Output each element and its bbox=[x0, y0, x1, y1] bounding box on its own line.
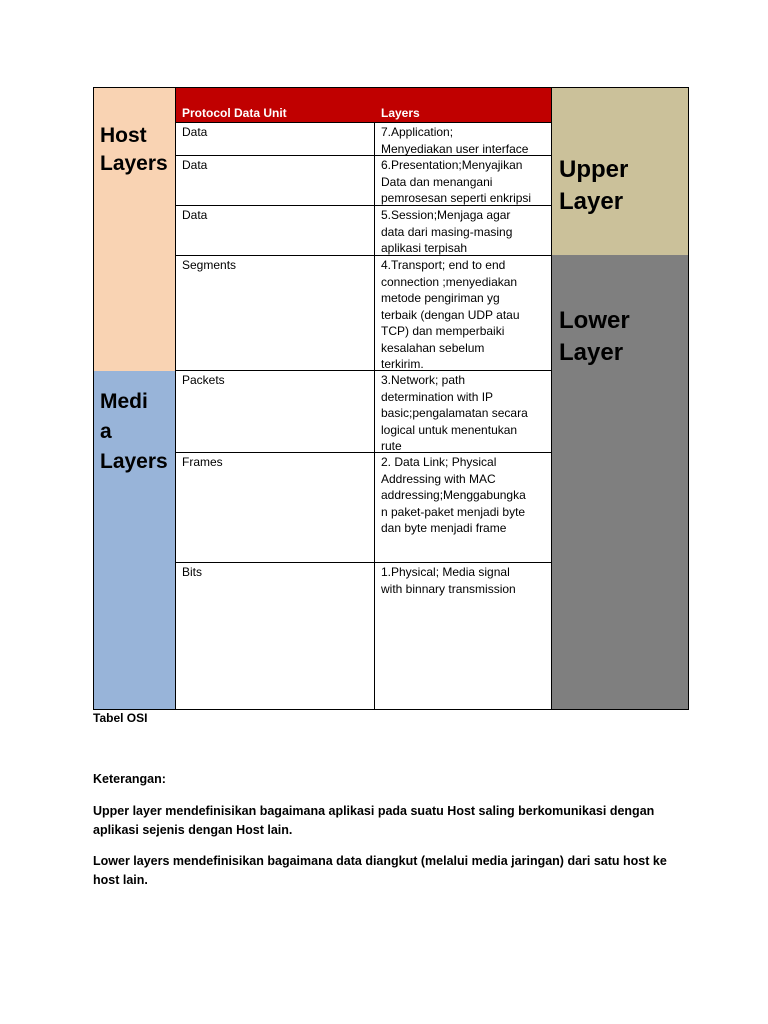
table-row bbox=[176, 371, 551, 453]
lower-layer-cell bbox=[551, 255, 688, 709]
table-header bbox=[176, 88, 551, 123]
pdu-cell: Data bbox=[176, 206, 375, 255]
upper-layer-note: Upper layer mendefinisikan bagaimana aplikasi pada suatu Host saling berkomunikasi dengan aplikasi sejenis dengan Host lain. bbox=[93, 804, 655, 837]
layer-cell: 3.Network; path determination with IP basic;pengalamatan secara logical untuk menentukan rute bbox=[381, 373, 528, 453]
layer-cell: 5.Session;Menjaga agar data dari masing-masing aplikasi terpisah bbox=[381, 208, 513, 255]
pdu-cell: Frames bbox=[176, 453, 375, 562]
header-layers: Layers bbox=[381, 106, 420, 120]
upper-layer-cell bbox=[551, 88, 688, 255]
notes-heading: Keterangan: bbox=[93, 772, 166, 786]
layer-cell: 2. Data Link; Physical Addressing with MAC addressing;Menggabungka n paket-paket menjadi byte dan byte menjadi frame bbox=[381, 455, 526, 535]
osi-grid bbox=[176, 88, 551, 709]
layer-cell: 4.Transport; end to end connection ;menyediakan metode pengiriman yg terbaik (dengan UDP atau TCP) dan memperbaiki kesalahan sebelum terkirim. bbox=[381, 258, 520, 371]
layer-cell: 6.Presentation;Menyajikan Data dan menangani pemrosesan seperti enkripsi bbox=[381, 158, 532, 205]
host-layers-cell bbox=[94, 88, 176, 371]
pdu-cell: Segments bbox=[176, 256, 375, 370]
header-pdu: Protocol Data Unit bbox=[182, 106, 287, 120]
upper-layer-label: Upper Layer bbox=[559, 156, 629, 215]
table-row bbox=[176, 123, 551, 156]
table-row bbox=[176, 563, 551, 709]
pdu-cell: Packets bbox=[176, 371, 375, 452]
host-layers-label: Host Layers bbox=[100, 124, 168, 175]
table-caption: Tabel OSI bbox=[93, 711, 148, 725]
pdu-cell: Data bbox=[176, 156, 375, 205]
layer-cell: 7.Application; Menyediakan user interface bbox=[381, 125, 529, 156]
lower-layer-label: Lower Layer bbox=[559, 307, 630, 366]
pdu-cell: Data bbox=[176, 123, 375, 155]
media-layers-label: Medi a Layers bbox=[100, 390, 168, 473]
pdu-cell: Bits bbox=[176, 563, 375, 709]
layer-cell: 1.Physical; Media signal with binnary transmission bbox=[381, 565, 516, 596]
media-layers-cell bbox=[94, 371, 176, 709]
table-row bbox=[176, 256, 551, 371]
table-row bbox=[176, 206, 551, 256]
osi-table bbox=[93, 87, 689, 710]
lower-layer-note: Lower layers mendefinisikan bagaimana data diangkut (melalui media jaringan) dari satu host ke host lain. bbox=[93, 854, 667, 887]
table-row bbox=[176, 453, 551, 563]
table-row bbox=[176, 156, 551, 206]
